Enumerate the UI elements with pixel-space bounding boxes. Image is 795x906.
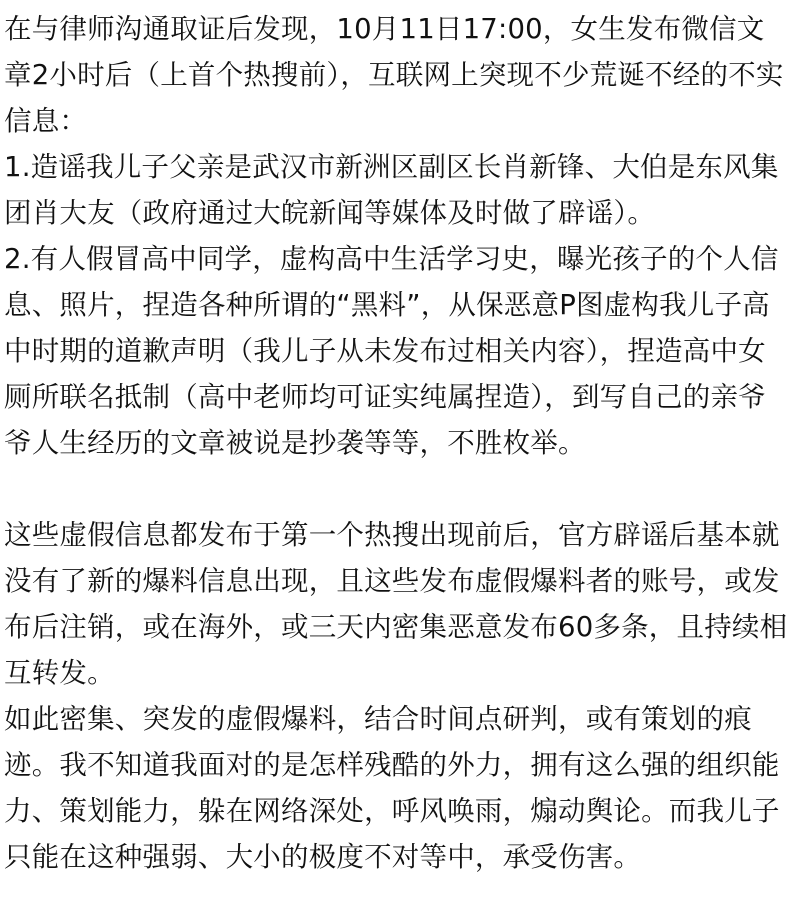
paragraph-conclusion: 如此密集、突发的虚假爆料，结合时间点研判，或有策划的痕迹。我不知道我面对的是怎样残酷的外力，拥有这么强的组织能力、策划能力，躲在网络深处，呼风唤雨，煽动舆论。而我儿子只能在这种强弱、大小的极度不对等中，承受伤害。 bbox=[4, 703, 780, 873]
document-body bbox=[4, 6, 790, 880]
paragraph-point-1: 1.造谣我儿子父亲是武汉市新洲区副区长肖新锋、大伯是东风集团肖大友（政府通过大皖新闻等媒体及时做了辟谣）。 bbox=[4, 151, 779, 229]
paragraph-point-2: 2.有人假冒高中同学，虚构高中生活学习史，曝光孩子的个人信息、照片，捏造各种所谓的“黑料”，从保恶意P图虚构我儿子高中时期的道歉声明（我儿子从未发布过相关内容），捏造高中女厕所联名抵制（高中老师均可证实纯属捏造），到写自己的亲爷爷人生经历的文章被说是抄袭等等，不胜枚举。 bbox=[4, 243, 779, 459]
paragraph-intro: 在与律师沟通取证后发现，10月11日17:00，女生发布微信文章2小时后（上首个热搜前），互联网上突现不少荒诞不经的不实信息： bbox=[4, 13, 784, 137]
paragraph-false-info: 这些虚假信息都发布于第一个热搜出现前后，官方辟谣后基本就没有了新的爆料信息出现，且这些发布虚假爆料者的账号，或发布后注销，或在海外，或三天内密集恶意发布60多条，且持续相互转发。 bbox=[4, 519, 788, 689]
